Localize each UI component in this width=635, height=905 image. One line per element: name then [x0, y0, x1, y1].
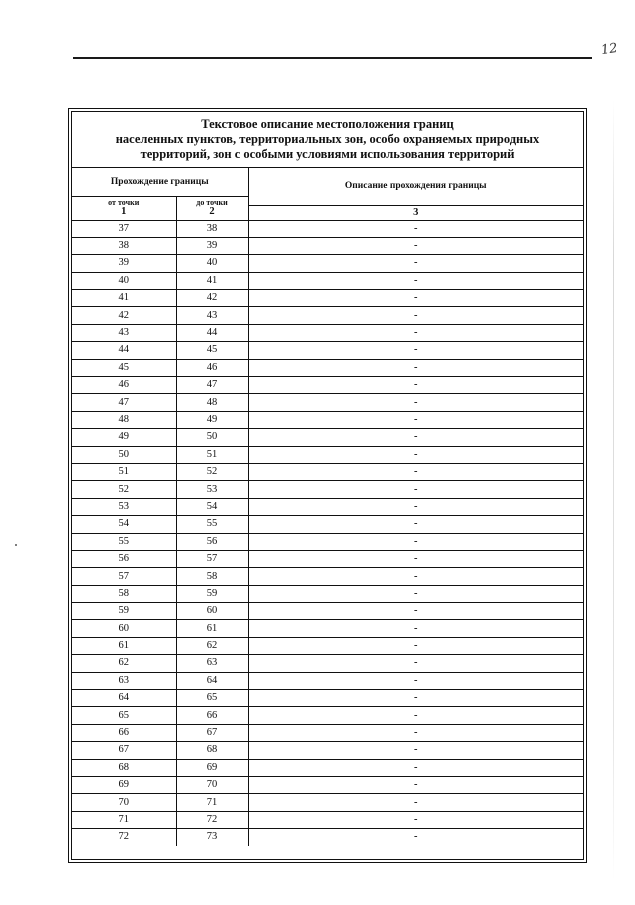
description-cell: -	[248, 603, 583, 620]
to-point-cell: 46	[176, 359, 248, 376]
from-point-cell: 62	[72, 655, 176, 672]
to-point-cell: 58	[176, 568, 248, 585]
description-cell: -	[248, 220, 583, 237]
from-point-cell: 64	[72, 690, 176, 707]
page-edge-shadow	[613, 100, 614, 880]
to-point-cell: 44	[176, 324, 248, 341]
from-point-cell: 45	[72, 359, 176, 376]
table-row	[72, 498, 583, 515]
from-point-cell: 65	[72, 707, 176, 724]
title-line: населенных пунктов, территориальных зон, особо охраняемых природных	[115, 132, 540, 146]
to-point-cell: 67	[176, 724, 248, 741]
description-cell: -	[248, 255, 583, 272]
table-row	[72, 237, 583, 254]
table-row	[72, 516, 583, 533]
table-row	[72, 429, 583, 446]
title-line: территорий, зон с особыми условиями использования территорий	[140, 147, 515, 161]
table-row	[72, 481, 583, 498]
to-point-cell: 50	[176, 429, 248, 446]
to-point-cell: 70	[176, 777, 248, 794]
from-point-cell: 50	[72, 446, 176, 463]
from-point-cell: 49	[72, 429, 176, 446]
from-point-cell: 54	[72, 516, 176, 533]
table-row	[72, 829, 583, 846]
from-point-cell: 52	[72, 481, 176, 498]
to-point-cell: 62	[176, 637, 248, 654]
description-cell: -	[248, 759, 583, 776]
from-point-cell: 56	[72, 550, 176, 567]
document-title	[72, 112, 583, 168]
header-from-point	[72, 197, 176, 206]
description-cell: -	[248, 794, 583, 811]
to-point-cell: 57	[176, 550, 248, 567]
to-point-cell: 43	[176, 307, 248, 324]
description-cell: -	[248, 533, 583, 550]
from-point-cell: 69	[72, 777, 176, 794]
description-cell: -	[248, 463, 583, 480]
from-point-cell: 43	[72, 324, 176, 341]
description-cell: -	[248, 272, 583, 289]
description-cell: -	[248, 811, 583, 828]
to-point-cell: 55	[176, 516, 248, 533]
to-point-cell: 68	[176, 742, 248, 759]
description-cell: -	[248, 342, 583, 359]
header-boundary-passage: Прохождение границы	[72, 168, 248, 197]
from-point-cell: 67	[72, 742, 176, 759]
description-cell: -	[248, 359, 583, 376]
table-row	[72, 585, 583, 602]
table-row	[72, 394, 583, 411]
table-header	[72, 168, 583, 205]
table-row	[72, 550, 583, 567]
description-cell: -	[248, 394, 583, 411]
description-cell: -	[248, 742, 583, 759]
table-row	[72, 272, 583, 289]
page-number: 12	[600, 40, 619, 59]
to-point-cell: 39	[176, 237, 248, 254]
to-point-cell: 41	[176, 272, 248, 289]
from-point-cell: 53	[72, 498, 176, 515]
from-point-cell: 42	[72, 307, 176, 324]
description-cell: -	[248, 516, 583, 533]
table-row	[72, 359, 583, 376]
table-row	[72, 603, 583, 620]
description-cell: -	[248, 655, 583, 672]
description-cell: -	[248, 568, 583, 585]
table-row	[72, 446, 583, 463]
to-point-cell: 56	[176, 533, 248, 550]
table-row	[72, 742, 583, 759]
description-cell: -	[248, 707, 583, 724]
to-point-cell: 51	[176, 446, 248, 463]
column-number: 1	[72, 205, 176, 220]
table-row	[72, 690, 583, 707]
from-point-cell: 71	[72, 811, 176, 828]
to-point-cell: 40	[176, 255, 248, 272]
to-point-cell: 45	[176, 342, 248, 359]
from-point-cell: 61	[72, 637, 176, 654]
from-point-cell: 58	[72, 585, 176, 602]
table-row	[72, 568, 583, 585]
to-point-cell: 53	[176, 481, 248, 498]
table-row	[72, 463, 583, 480]
table-row	[72, 342, 583, 359]
table-row	[72, 794, 583, 811]
to-point-cell: 42	[176, 290, 248, 307]
description-cell: -	[248, 550, 583, 567]
to-point-cell: 54	[176, 498, 248, 515]
table-row	[72, 533, 583, 550]
description-cell: -	[248, 446, 583, 463]
table-row	[72, 637, 583, 654]
to-point-cell: 61	[176, 620, 248, 637]
table-row	[72, 777, 583, 794]
to-point-cell: 60	[176, 603, 248, 620]
description-cell: -	[248, 324, 583, 341]
to-point-cell: 64	[176, 672, 248, 689]
to-point-cell: 66	[176, 707, 248, 724]
header-rule	[73, 57, 592, 59]
description-cell: -	[248, 411, 583, 428]
table-row	[72, 290, 583, 307]
column-number-row	[72, 205, 583, 220]
to-point-cell: 49	[176, 411, 248, 428]
table-row	[72, 324, 583, 341]
to-point-cell: 65	[176, 690, 248, 707]
from-point-cell: 48	[72, 411, 176, 428]
to-point-cell: 73	[176, 829, 248, 846]
table-row	[72, 655, 583, 672]
header-from-point-label: от точки	[108, 198, 140, 207]
table-row	[72, 307, 583, 324]
description-cell: -	[248, 307, 583, 324]
description-cell: -	[248, 481, 583, 498]
from-point-cell: 38	[72, 237, 176, 254]
to-point-cell: 38	[176, 220, 248, 237]
table-row	[72, 411, 583, 428]
to-point-cell: 48	[176, 394, 248, 411]
description-cell: -	[248, 637, 583, 654]
table-row	[72, 220, 583, 237]
table-row	[72, 672, 583, 689]
from-point-cell: 72	[72, 829, 176, 846]
table-row	[72, 759, 583, 776]
table-row	[72, 255, 583, 272]
from-point-cell: 51	[72, 463, 176, 480]
from-point-cell: 44	[72, 342, 176, 359]
scan-speck	[15, 544, 17, 546]
description-cell: -	[248, 724, 583, 741]
from-point-cell: 41	[72, 290, 176, 307]
description-cell: -	[248, 777, 583, 794]
from-point-cell: 40	[72, 272, 176, 289]
table-row	[72, 724, 583, 741]
from-point-cell: 70	[72, 794, 176, 811]
header-to-point	[176, 197, 248, 206]
from-point-cell: 63	[72, 672, 176, 689]
header-to-point-label: до точки	[196, 198, 228, 207]
from-point-cell: 57	[72, 568, 176, 585]
description-cell: -	[248, 498, 583, 515]
description-cell: -	[248, 290, 583, 307]
to-point-cell: 47	[176, 377, 248, 394]
description-cell: -	[248, 429, 583, 446]
description-cell: -	[248, 585, 583, 602]
table-row	[72, 377, 583, 394]
header-description: Описание прохождения границы	[248, 168, 583, 205]
from-point-cell: 66	[72, 724, 176, 741]
from-point-cell: 46	[72, 377, 176, 394]
from-point-cell: 37	[72, 220, 176, 237]
column-number: 3	[248, 205, 583, 220]
from-point-cell: 59	[72, 603, 176, 620]
to-point-cell: 71	[176, 794, 248, 811]
description-cell: -	[248, 237, 583, 254]
table-row	[72, 620, 583, 637]
from-point-cell: 60	[72, 620, 176, 637]
from-point-cell: 55	[72, 533, 176, 550]
to-point-cell: 52	[176, 463, 248, 480]
from-point-cell: 47	[72, 394, 176, 411]
table-body	[72, 205, 583, 846]
description-cell: -	[248, 377, 583, 394]
document-frame	[68, 108, 587, 863]
column-number: 2	[176, 205, 248, 220]
description-cell: -	[248, 620, 583, 637]
description-cell: -	[248, 690, 583, 707]
description-cell: -	[248, 672, 583, 689]
title-line: Текстовое описание местоположения границ	[201, 117, 454, 131]
to-point-cell: 63	[176, 655, 248, 672]
document-inner-frame	[71, 111, 584, 860]
to-point-cell: 72	[176, 811, 248, 828]
from-point-cell: 68	[72, 759, 176, 776]
table-row	[72, 811, 583, 828]
boundary-table	[72, 168, 583, 846]
to-point-cell: 69	[176, 759, 248, 776]
description-cell: -	[248, 829, 583, 846]
from-point-cell: 39	[72, 255, 176, 272]
to-point-cell: 59	[176, 585, 248, 602]
table-row	[72, 707, 583, 724]
